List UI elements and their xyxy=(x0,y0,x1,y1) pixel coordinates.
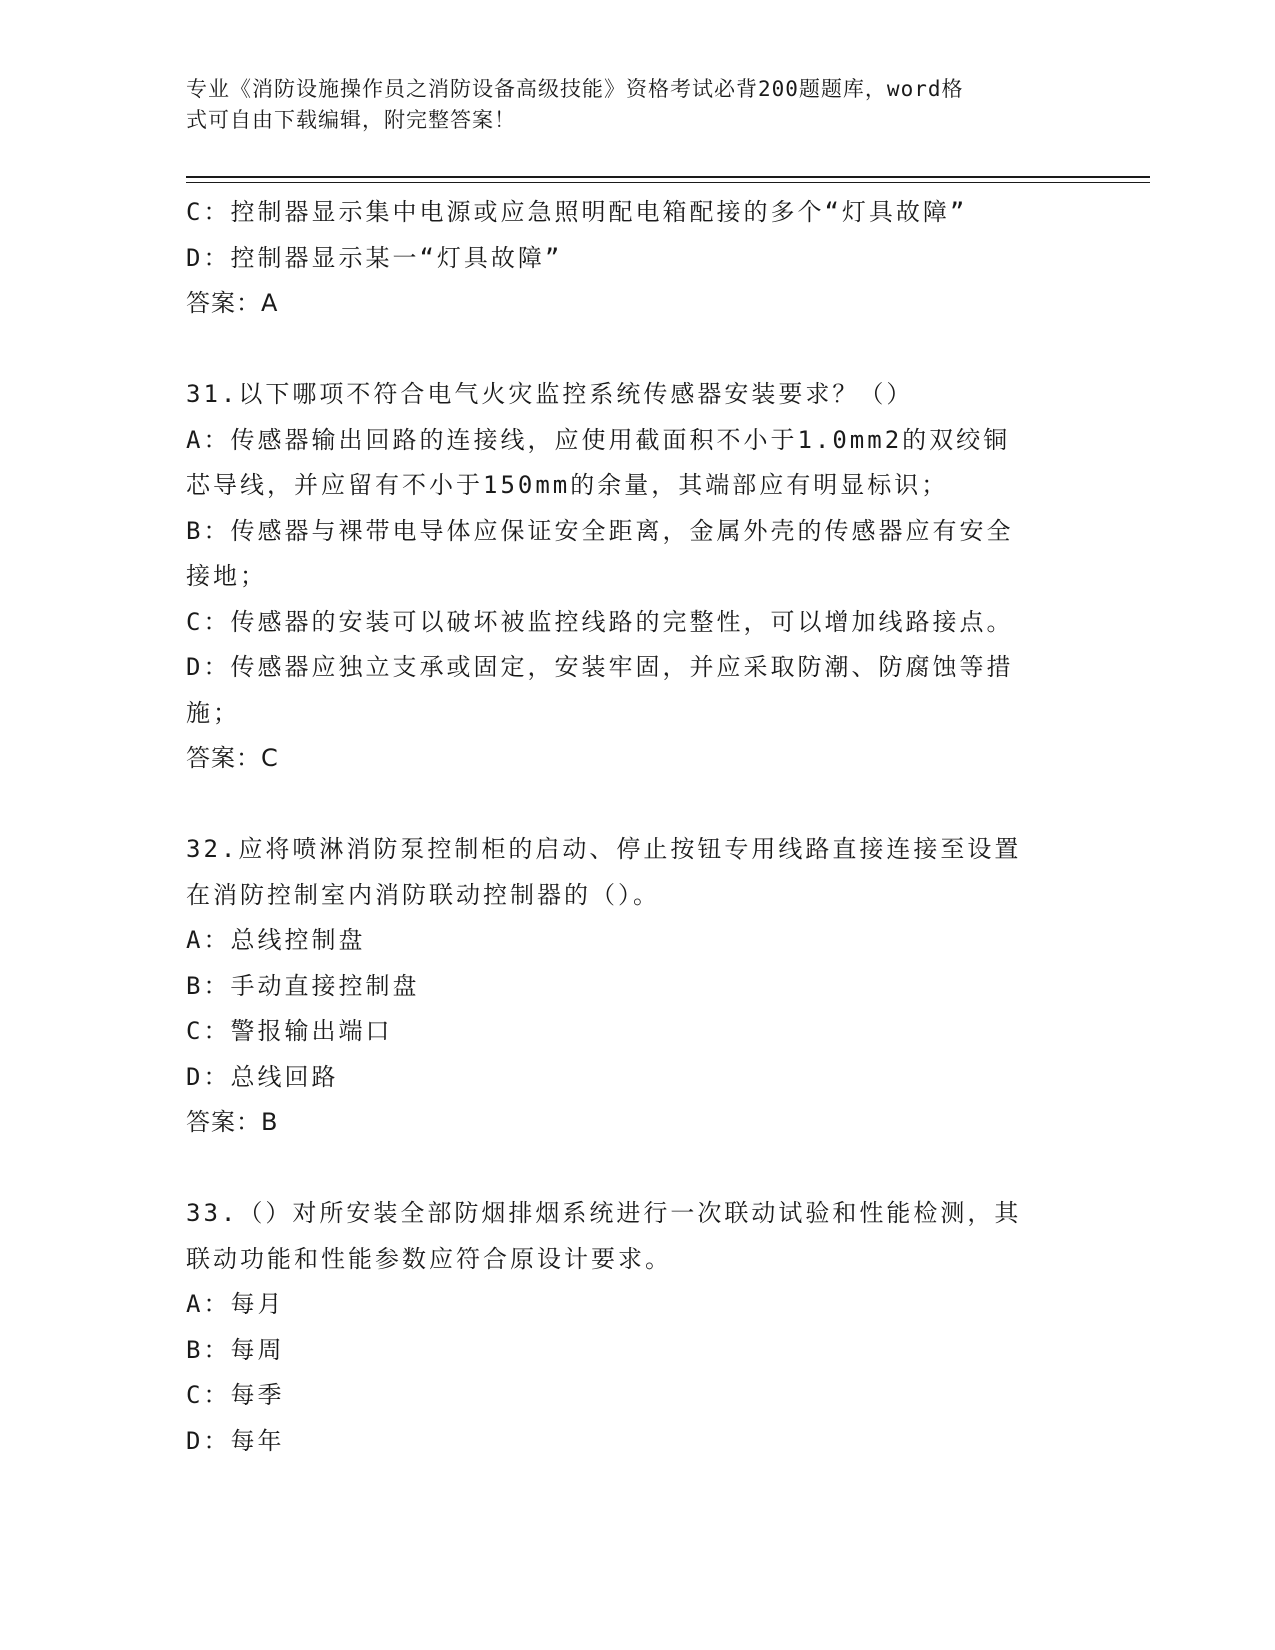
question-30-tail xyxy=(186,190,1066,327)
q33-stem-line-2: 联动功能和性能参数应符合原设计要求。 xyxy=(186,1244,672,1273)
spacer xyxy=(186,1146,1066,1192)
q32-option-c: C：警报输出端口 xyxy=(186,1017,393,1045)
q32-answer: 答案：B xyxy=(186,1108,279,1136)
q31-option-b-line-2: 接地； xyxy=(186,562,267,590)
document-header xyxy=(186,74,1066,136)
header-divider-thin xyxy=(186,182,1150,183)
header-divider-thick xyxy=(186,176,1150,178)
q31-option-d-line-2: 施； xyxy=(186,698,240,727)
q33-option-b: B：每周 xyxy=(186,1335,285,1364)
q33-option-a: A：每月 xyxy=(186,1290,285,1318)
q32-stem-line-2: 在消防控制室内消防联动控制器的（）。 xyxy=(186,880,660,909)
q30-answer: 答案：A xyxy=(186,289,279,317)
q30-option-d: D：控制器显示某一“灯具故障” xyxy=(186,243,563,272)
q31-answer: 答案：C xyxy=(186,744,279,772)
question-31 xyxy=(186,372,1066,782)
q33-stem-line-1: 33.（）对所安装全部防烟排烟系统进行一次联动试验和性能检测，其 xyxy=(186,1199,1022,1227)
q32-option-d: D：总线回路 xyxy=(186,1062,339,1091)
q31-option-b-line-1: B：传感器与裸带电导体应保证安全距离，金属外壳的传感器应有安全 xyxy=(186,516,1014,545)
q33-option-d: D：每年 xyxy=(186,1426,285,1455)
q31-option-a-line-1: A：传感器输出回路的连接线，应使用截面积不小于1.0mm2的双绞铜 xyxy=(186,425,1011,454)
q31-option-c: C：传感器的安装可以破坏被监控线路的完整性，可以增加线路接点。 xyxy=(186,607,1014,636)
question-content xyxy=(186,190,1066,1464)
q32-option-b: B：手动直接控制盘 xyxy=(186,971,420,1000)
q32-option-a: A：总线控制盘 xyxy=(186,926,366,954)
question-33 xyxy=(186,1191,1066,1464)
q30-option-c: C：控制器显示集中电源或应急照明配电箱配接的多个“灯具故障” xyxy=(186,198,968,226)
question-32 xyxy=(186,827,1066,1146)
spacer xyxy=(186,782,1066,828)
q33-option-c: C：每季 xyxy=(186,1381,285,1409)
spacer xyxy=(186,327,1066,373)
q31-stem: 31.以下哪项不符合电气火灾监控系统传感器安装要求？（） xyxy=(186,380,914,408)
header-title-line-1: 专业《消防设施操作员之消防设备高级技能》资格考试必背200题题库，word格 xyxy=(186,77,964,101)
q31-option-a-line-2: 芯导线，并应留有不小于150mm的余量，其端部应有明显标识； xyxy=(186,471,949,499)
header-title-line-2: 式可自由下载编辑，附完整答案！ xyxy=(186,108,516,132)
q32-stem-line-1: 32.应将喷淋消防泵控制柜的启动、停止按钮专用线路直接连接至设置 xyxy=(186,835,1022,863)
q31-option-d-line-1: D：传感器应独立支承或固定，安装牢固，并应采取防潮、防腐蚀等措 xyxy=(186,653,1014,681)
